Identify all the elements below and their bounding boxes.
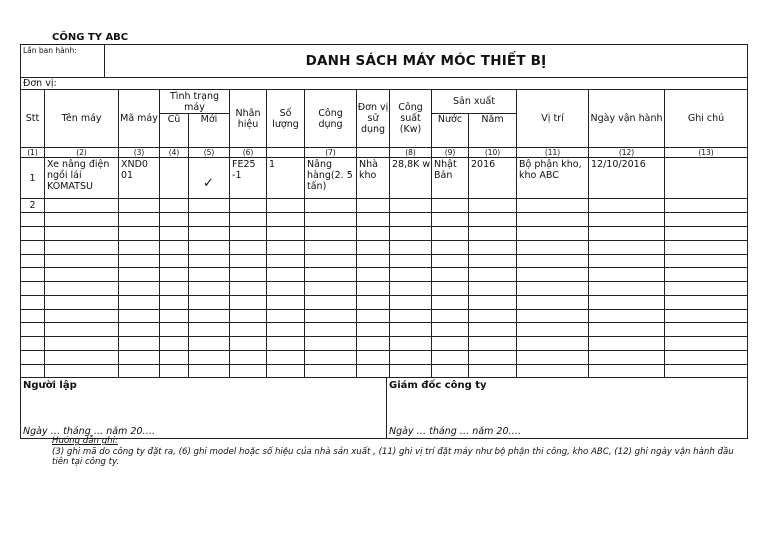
table-row	[21, 282, 748, 296]
header-ten-may: Tên máy	[45, 90, 119, 148]
cell-ten-may: Xe nâng điện ngồi lái KOMATSU	[45, 158, 119, 199]
header-ma-may: Mã máy	[119, 90, 160, 148]
cell-cong-dung: Nâng hàng(2. 5 tấn)	[305, 158, 357, 199]
cell-cu	[160, 158, 189, 199]
col-num: (1)	[21, 148, 45, 158]
header-cong-dung: Công dụng	[305, 90, 357, 148]
col-num: (2)	[45, 148, 119, 158]
cell-so-luong: 1	[267, 158, 305, 199]
header-ngay-van-hanh: Ngày vận hành	[589, 90, 665, 148]
table-row	[21, 296, 748, 310]
table-row	[21, 310, 748, 323]
col-num: (11)	[517, 148, 589, 158]
signature-left	[21, 378, 387, 439]
header-stt: Stt	[21, 90, 45, 148]
header-ghi-chu: Ghi chú	[665, 90, 748, 148]
header-table	[20, 44, 748, 90]
header-vi-tri: Vị trí	[517, 90, 589, 148]
col-num: (6)	[230, 148, 267, 158]
signature-left-label: Người lập	[23, 380, 77, 391]
cell-moi	[189, 158, 230, 199]
table-row	[21, 158, 748, 199]
col-num: (10)	[469, 148, 517, 158]
table-row	[21, 227, 748, 241]
cell-stt: 1	[21, 158, 45, 199]
table-row	[21, 255, 748, 268]
header-so-luong: Số lượng	[267, 90, 305, 148]
header-san-xuat: Sản xuất	[432, 90, 517, 114]
header-don-vi: Đơn vị sử dụng	[357, 90, 390, 148]
checkmark-icon: ✓	[203, 176, 214, 191]
instructions-title: Hướng dẫn ghi:	[52, 436, 118, 446]
cell-cong-suat: 28,8K w	[390, 158, 432, 199]
issue-label: Lần ban hành:	[21, 45, 105, 78]
cell-ma-may: XND0 01	[119, 158, 160, 199]
col-num: (7)	[305, 148, 357, 158]
header-tinh-trang: Tình trạng máy	[160, 90, 230, 114]
table-row	[21, 213, 748, 227]
cell-nam: 2016	[469, 158, 517, 199]
company-name: CÔNG TY ABC	[52, 32, 129, 43]
instructions	[52, 436, 752, 468]
signature-left-date: Ngày … tháng … năm 20….	[23, 426, 156, 437]
col-num: (4)	[160, 148, 189, 158]
signature-right	[387, 378, 748, 439]
table-row	[21, 351, 748, 365]
cell-vi-tri: Bộ phận kho, kho ABC	[517, 158, 589, 199]
signature-table	[20, 377, 748, 439]
signature-right-date: Ngày … tháng … năm 20….	[389, 426, 522, 437]
col-num: (13)	[665, 148, 748, 158]
col-num: (9)	[432, 148, 469, 158]
table-row	[21, 241, 748, 255]
header-moi: Mới	[189, 114, 230, 148]
col-num: (3)	[119, 148, 160, 158]
table-row	[21, 323, 748, 337]
signature-right-label: Giám đốc công ty	[389, 380, 487, 391]
document-title: DANH SÁCH MÁY MÓC THIẾT BỊ	[105, 45, 748, 78]
equipment-table	[20, 89, 748, 378]
cell-ghi-chu	[665, 158, 748, 199]
col-num: (12)	[589, 148, 665, 158]
table-row	[21, 199, 748, 213]
instructions-text: (3) ghi mã do công ty đặt ra, (6) ghi model hoặc số hiệu của nhà sản xuất , (11) ghi vị trí đặt máy như bộ phận thi công, kho ABC, (12) ghi ngày vận hành đầu tiên tại công ty.	[52, 446, 734, 467]
header-nuoc: Nước	[432, 114, 469, 148]
col-num: (8)	[390, 148, 432, 158]
header-cong-suat: Công suất (Kw)	[390, 90, 432, 148]
cell-ngay-van-hanh: 12/10/2016	[589, 158, 665, 199]
column-number-row	[21, 148, 748, 158]
col-num: (5)	[189, 148, 230, 158]
cell-don-vi: Nhà kho	[357, 158, 390, 199]
header-cu: Cũ	[160, 114, 189, 148]
header-nam: Năm	[469, 114, 517, 148]
cell-nuoc: Nhật Bản	[432, 158, 469, 199]
table-row	[21, 365, 748, 378]
cell-nhan-hieu: FE25 -1	[230, 158, 267, 199]
cell-stt: 2	[21, 199, 45, 213]
table-row	[21, 268, 748, 282]
table-row	[21, 337, 748, 351]
header-nhan-hieu: Nhãn hiệu	[230, 90, 267, 148]
unit-label: Đơn vị:	[21, 78, 748, 90]
